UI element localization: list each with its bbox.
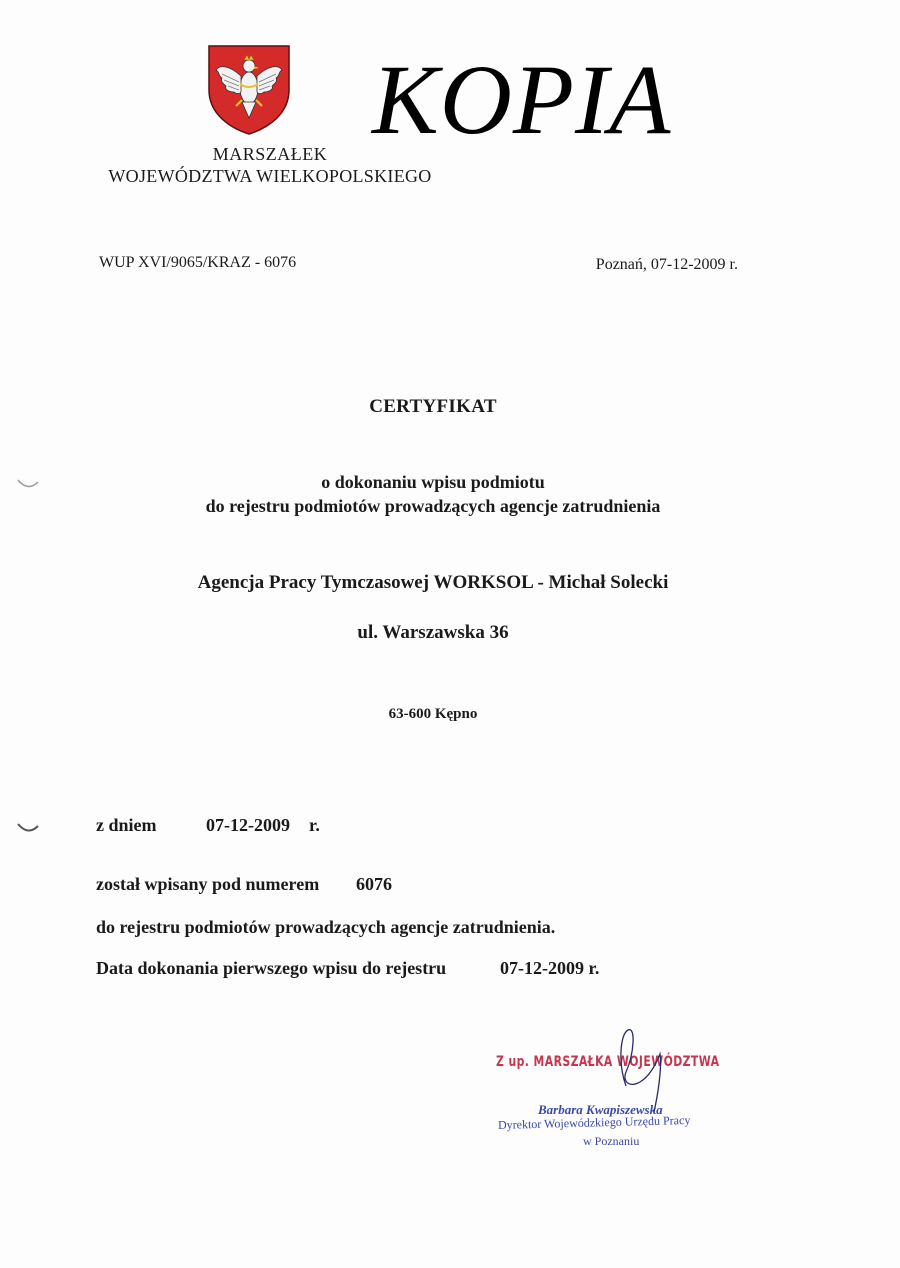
company-street: ul. Warszawska 36 [357,622,509,643]
certificate-title: CERTYFIKAT [369,396,497,417]
company-postal-city: 63-600 Kępno [388,706,478,722]
punch-hole-mark [16,478,40,490]
certificate-subtitle-line1: o dokonaniu wpisu podmiotu [321,472,545,492]
first-entry-value: 07-12-2009 r. [500,958,600,978]
signatory-role: Dyrektor Wojewódzkiego Urzędu Pracy [497,1112,691,1132]
place-and-date: Poznań, 07-12-2009 r. [595,256,738,273]
entry-date-value: 07-12-2009 [206,815,290,835]
certificate-subtitle-line2: do rejestru podmiotów prowadzących agencje zatrudnienia [205,496,661,516]
issuer-region: WOJEWÓDZTWA WIELKOPOLSKIEGO [108,166,432,186]
eagle-coat-of-arms-icon [206,44,292,136]
punch-hole-mark [16,822,40,834]
entry-date-suffix: r. [309,815,320,835]
registry-text: do rejestru podmiotów prowadzących agencje zatrudnienia. [96,917,556,937]
company-name: Agencja Pracy Tymczasowej WORKSOL - Michał Solecki [197,572,669,593]
signatory-city: w Poznaniu [583,1134,640,1148]
signatory-name: Barbara Kwapiszewska [538,1102,663,1117]
authorization-stamp: Z up. MARSZAŁKA WOJEWÓDZTWA [496,1054,720,1070]
first-entry-label: Data dokonania pierwszego wpisu do rejestru [96,958,447,978]
entry-date-label: z dniem [96,815,157,835]
copy-stamp-word: KOPIA [372,44,672,155]
handwritten-signature [600,1024,720,1116]
issuer-title: MARSZAŁEK [212,144,328,164]
registration-number: 6076 [356,874,392,894]
registration-label: został wpisany pod numerem [96,874,320,894]
reference-number: WUP XVI/9065/KRAZ - 6076 [99,254,297,271]
